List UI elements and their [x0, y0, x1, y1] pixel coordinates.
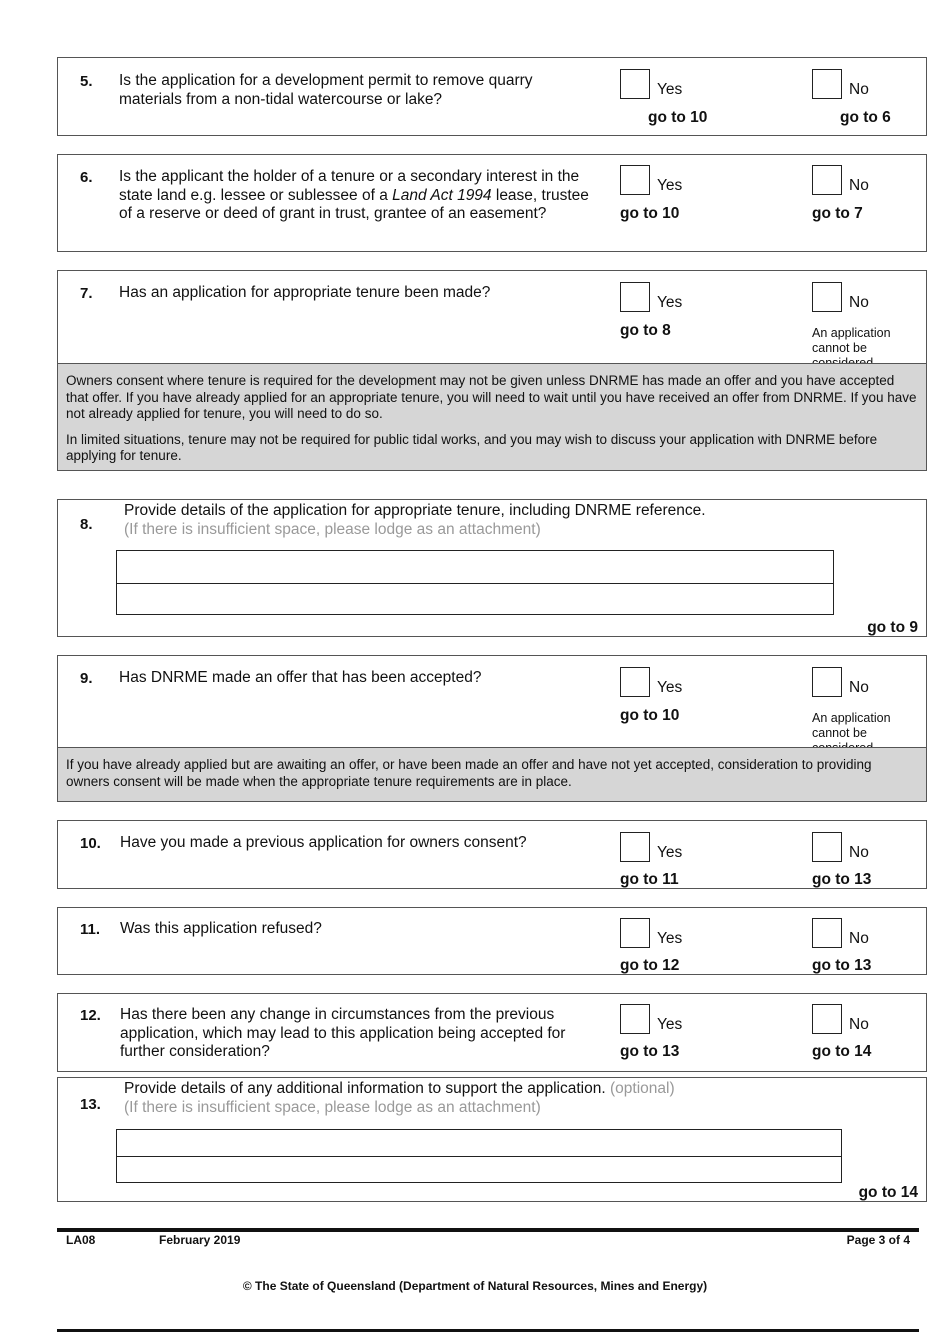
- question-text: Has there been any change in circumstances from the previous application, which may lead to this application being accepted for further consideration?: [120, 1006, 566, 1060]
- optional-tag: (optional): [609, 1080, 675, 1097]
- question-number: 7.: [80, 285, 93, 302]
- no-note: An application cannot be: [812, 711, 891, 740]
- no-checkbox[interactable]: [812, 1004, 842, 1034]
- yes-checkbox[interactable]: [620, 1004, 650, 1034]
- question-9: [57, 655, 927, 802]
- question-number: 9.: [80, 670, 93, 687]
- no-checkbox[interactable]: [812, 918, 842, 948]
- no-note: An application cannot be: [812, 326, 891, 355]
- no-label: No: [849, 844, 869, 861]
- question-number: 5.: [80, 73, 93, 90]
- yes-goto: go to 8: [620, 322, 671, 339]
- question-text: Was this application refused?: [120, 920, 322, 937]
- hint-text: (If there is insufficient space, please lodge as an attachment): [124, 520, 541, 538]
- no-label: No: [849, 81, 869, 98]
- info-box: [58, 363, 926, 470]
- yes-checkbox[interactable]: [620, 667, 650, 697]
- info-box: [58, 747, 926, 801]
- question-12: [57, 993, 927, 1072]
- hint-text: (If there is insufficient space, please lodge as an attachment): [124, 1098, 541, 1116]
- question-text: Is the application for a development permit to remove quarry materials from a non-tidal watercourse or lake?: [119, 72, 533, 108]
- yes-goto: go to 10: [620, 707, 680, 724]
- yes-goto: go to 12: [620, 957, 680, 974]
- question-5: [57, 57, 927, 136]
- no-label: No: [849, 679, 869, 696]
- no-goto: go to 14: [812, 1043, 872, 1060]
- question-text: Provide details of any additional information to support the application. (optional) (If there is insufficient space, please lodge as an attachment): [124, 1080, 904, 1117]
- question-text: Has DNRME made an offer that has been accepted?: [119, 669, 482, 686]
- question-7: [57, 270, 927, 471]
- yes-goto: go to 10: [648, 109, 708, 126]
- yes-checkbox[interactable]: [620, 282, 650, 312]
- question-text: Is the applicant the holder of a tenure or a secondary interest in the state land e.g. lessee or sublessee of a Land Act 1994 lease, trustee of a reserve or deed of grant in trust, grantee of an easement?: [119, 168, 589, 222]
- no-goto: go to 13: [812, 957, 872, 974]
- question-number: 10.: [80, 835, 101, 852]
- question-text: Has an application for appropriate tenure been made?: [119, 284, 491, 301]
- no-goto: go to 7: [812, 205, 863, 222]
- question-13: [57, 1077, 927, 1202]
- yes-label: Yes: [657, 844, 683, 861]
- footer-bottom-rule: [57, 1329, 919, 1332]
- form-code: LA08: [66, 1233, 96, 1247]
- question-8: [57, 499, 927, 637]
- question-6: [57, 154, 927, 252]
- no-label: No: [849, 177, 869, 194]
- no-checkbox[interactable]: [812, 832, 842, 862]
- no-label: No: [849, 294, 869, 311]
- question-number: 12.: [80, 1007, 101, 1024]
- goto-next: go to 9: [867, 619, 918, 636]
- info-paragraph: If you have already applied but are awaiting an offer, or have been made an offer and have not yet accepted, consideration to providing owners consent will be made when the appropriate tenure requirements are in place.: [66, 757, 872, 789]
- yes-label: Yes: [657, 1016, 683, 1033]
- yes-label: Yes: [657, 81, 683, 98]
- page-number: Page 3 of 4: [846, 1233, 910, 1247]
- no-label: No: [849, 1016, 869, 1033]
- tenure-details-field[interactable]: [116, 550, 834, 615]
- yes-goto: go to 11: [620, 871, 679, 888]
- form-date: February 2019: [159, 1233, 241, 1247]
- question-10: [57, 820, 927, 889]
- yes-checkbox[interactable]: [620, 918, 650, 948]
- yes-label: Yes: [657, 294, 683, 311]
- act-name: Land Act 1994: [392, 186, 492, 204]
- yes-label: Yes: [657, 177, 683, 194]
- question-text: Have you made a previous application for owners consent?: [120, 834, 527, 851]
- info-paragraph: Owners consent where tenure is required for the development may not be given unless DNRME has made an offer and you have accepted that offer. If you have already applied for an appropriate tenure, you will need to wait until you have received an offer from DNRME. If you have not already applied for tenure, you will need to do so.: [66, 373, 917, 421]
- no-checkbox[interactable]: [812, 69, 842, 99]
- question-11: [57, 907, 927, 975]
- goto-next: go to 14: [858, 1184, 918, 1201]
- question-number: 13.: [80, 1096, 101, 1113]
- yes-goto: go to 10: [620, 205, 680, 222]
- no-checkbox[interactable]: [812, 165, 842, 195]
- yes-label: Yes: [657, 679, 683, 696]
- copyright: © The State of Queensland (Department of Natural Resources, Mines and Energy): [242, 1279, 708, 1293]
- yes-checkbox[interactable]: [620, 165, 650, 195]
- no-label: No: [849, 930, 869, 947]
- no-checkbox[interactable]: [812, 282, 842, 312]
- question-number: 8.: [80, 516, 93, 533]
- yes-checkbox[interactable]: [620, 832, 650, 862]
- additional-info-field[interactable]: [116, 1129, 842, 1183]
- no-checkbox[interactable]: [812, 667, 842, 697]
- info-paragraph: In limited situations, tenure may not be required for public tidal works, and you may wish to discuss your application with DNRME before applying for tenure.: [66, 431, 878, 463]
- footer-top-rule: [57, 1228, 919, 1232]
- yes-goto: go to 13: [620, 1043, 680, 1060]
- no-goto: go to 13: [812, 871, 872, 888]
- yes-checkbox[interactable]: [620, 69, 650, 99]
- no-goto: go to 6: [840, 109, 891, 126]
- question-number: 11.: [80, 921, 101, 938]
- question-text: Provide details of the application for appropriate tenure, including DNRME reference. (If there is insufficient space, please lodge as an attachment): [124, 502, 884, 539]
- question-number: 6.: [80, 169, 93, 186]
- yes-label: Yes: [657, 930, 683, 947]
